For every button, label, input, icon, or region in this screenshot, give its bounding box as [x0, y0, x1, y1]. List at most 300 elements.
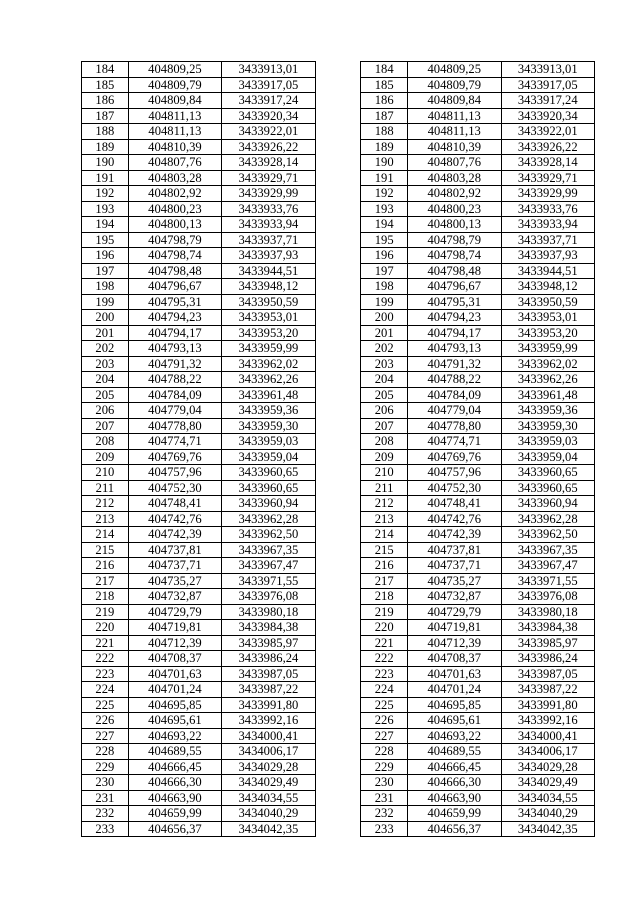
- column-gap: [315, 186, 361, 202]
- right-y-coordinate-cell: 3433913,01: [501, 62, 595, 78]
- right-x-coordinate-cell: 404794,23: [408, 310, 501, 326]
- left-y-coordinate-cell: 3433987,22: [222, 682, 315, 698]
- left-x-coordinate-cell: 404689,55: [128, 744, 221, 760]
- right-x-coordinate-cell: 404795,31: [408, 294, 501, 310]
- left-x-coordinate-cell: 404659,99: [128, 806, 221, 822]
- column-gap: [315, 527, 361, 543]
- left-y-coordinate-cell: 3433985,97: [222, 635, 315, 651]
- right-x-coordinate-cell: 404803,28: [408, 170, 501, 186]
- left-y-coordinate-cell: 3433948,12: [222, 279, 315, 295]
- right-point-number-cell: 208: [361, 434, 408, 450]
- right-y-coordinate-cell: 3433960,65: [501, 465, 595, 481]
- right-x-coordinate-cell: 404735,27: [408, 573, 501, 589]
- column-gap: [315, 279, 361, 295]
- right-y-coordinate-cell: 3433961,48: [501, 387, 595, 403]
- left-y-coordinate-cell: 3433967,47: [222, 558, 315, 574]
- column-gap: [315, 77, 361, 93]
- right-point-number-cell: 207: [361, 418, 408, 434]
- left-y-coordinate-cell: 3433967,35: [222, 542, 315, 558]
- column-gap: [315, 589, 361, 605]
- right-point-number-cell: 224: [361, 682, 408, 698]
- left-y-coordinate-cell: 3433922,01: [222, 124, 315, 140]
- right-x-coordinate-cell: 404810,39: [408, 139, 501, 155]
- right-point-number-cell: 199: [361, 294, 408, 310]
- left-y-coordinate-cell: 3433933,94: [222, 217, 315, 233]
- right-x-coordinate-cell: 404798,79: [408, 232, 501, 248]
- column-gap: [315, 480, 361, 496]
- right-y-coordinate-cell: 3433944,51: [501, 263, 595, 279]
- left-y-coordinate-cell: 3433959,99: [222, 341, 315, 357]
- left-y-coordinate-cell: 3433959,36: [222, 403, 315, 419]
- left-y-coordinate-cell: 3433961,48: [222, 387, 315, 403]
- left-point-number-cell: 220: [82, 620, 129, 636]
- left-x-coordinate-cell: 404695,61: [128, 713, 221, 729]
- right-x-coordinate-cell: 404732,87: [408, 589, 501, 605]
- column-gap: [315, 403, 361, 419]
- right-x-coordinate-cell: 404800,23: [408, 201, 501, 217]
- right-x-coordinate-cell: 404752,30: [408, 480, 501, 496]
- left-point-number-cell: 192: [82, 186, 129, 202]
- right-y-coordinate-cell: 3433992,16: [501, 713, 595, 729]
- column-gap: [315, 697, 361, 713]
- left-y-coordinate-cell: 3433959,30: [222, 418, 315, 434]
- right-y-coordinate-cell: 3433986,24: [501, 651, 595, 667]
- left-point-number-cell: 187: [82, 108, 129, 124]
- right-x-coordinate-cell: 404757,96: [408, 465, 501, 481]
- left-y-coordinate-cell: 3433937,93: [222, 248, 315, 264]
- left-x-coordinate-cell: 404795,31: [128, 294, 221, 310]
- left-y-coordinate-cell: 3433976,08: [222, 589, 315, 605]
- left-point-number-cell: 228: [82, 744, 129, 760]
- right-point-number-cell: 214: [361, 527, 408, 543]
- right-y-coordinate-cell: 3433991,80: [501, 697, 595, 713]
- left-x-coordinate-cell: 404779,04: [128, 403, 221, 419]
- right-x-coordinate-cell: 404779,04: [408, 403, 501, 419]
- left-x-coordinate-cell: 404701,63: [128, 666, 221, 682]
- column-gap: [315, 465, 361, 481]
- left-y-coordinate-cell: 3434040,29: [222, 806, 315, 822]
- right-point-number-cell: 231: [361, 790, 408, 806]
- right-point-number-cell: 193: [361, 201, 408, 217]
- left-x-coordinate-cell: 404807,76: [128, 155, 221, 171]
- table-row: [82, 666, 595, 682]
- right-y-coordinate-cell: 3433985,97: [501, 635, 595, 651]
- right-point-number-cell: 213: [361, 511, 408, 527]
- left-x-coordinate-cell: 404778,80: [128, 418, 221, 434]
- left-x-coordinate-cell: 404656,37: [128, 821, 221, 837]
- column-gap: [315, 573, 361, 589]
- right-y-coordinate-cell: 3433922,01: [501, 124, 595, 140]
- right-x-coordinate-cell: 404807,76: [408, 155, 501, 171]
- table-row: [82, 480, 595, 496]
- left-x-coordinate-cell: 404794,23: [128, 310, 221, 326]
- right-point-number-cell: 200: [361, 310, 408, 326]
- right-y-coordinate-cell: 3433959,99: [501, 341, 595, 357]
- right-x-coordinate-cell: 404737,81: [408, 542, 501, 558]
- left-point-number-cell: 212: [82, 496, 129, 512]
- right-y-coordinate-cell: 3433967,47: [501, 558, 595, 574]
- left-point-number-cell: 232: [82, 806, 129, 822]
- right-y-coordinate-cell: 3433929,71: [501, 170, 595, 186]
- left-y-coordinate-cell: 3433962,26: [222, 372, 315, 388]
- table-row: [82, 589, 595, 605]
- column-gap: [315, 155, 361, 171]
- left-y-coordinate-cell: 3434042,35: [222, 821, 315, 837]
- right-y-coordinate-cell: 3433920,34: [501, 108, 595, 124]
- right-point-number-cell: 198: [361, 279, 408, 295]
- table-row: [82, 294, 595, 310]
- table-row: [82, 635, 595, 651]
- left-x-coordinate-cell: 404811,13: [128, 108, 221, 124]
- right-y-coordinate-cell: 3434040,29: [501, 806, 595, 822]
- left-point-number-cell: 225: [82, 697, 129, 713]
- right-y-coordinate-cell: 3433953,01: [501, 310, 595, 326]
- column-gap: [315, 341, 361, 357]
- right-point-number-cell: 229: [361, 759, 408, 775]
- table-row: [82, 186, 595, 202]
- column-gap: [315, 682, 361, 698]
- right-x-coordinate-cell: 404719,81: [408, 620, 501, 636]
- left-y-coordinate-cell: 3433953,20: [222, 325, 315, 341]
- right-y-coordinate-cell: 3433929,99: [501, 186, 595, 202]
- left-point-number-cell: 198: [82, 279, 129, 295]
- left-x-coordinate-cell: 404748,41: [128, 496, 221, 512]
- left-y-coordinate-cell: 3433929,99: [222, 186, 315, 202]
- right-point-number-cell: 197: [361, 263, 408, 279]
- table-row: [82, 232, 595, 248]
- column-gap: [315, 325, 361, 341]
- left-y-coordinate-cell: 3433944,51: [222, 263, 315, 279]
- table-row: [82, 279, 595, 295]
- right-y-coordinate-cell: 3433959,04: [501, 449, 595, 465]
- right-x-coordinate-cell: 404798,74: [408, 248, 501, 264]
- right-point-number-cell: 212: [361, 496, 408, 512]
- right-x-coordinate-cell: 404701,24: [408, 682, 501, 698]
- right-y-coordinate-cell: 3434000,41: [501, 728, 595, 744]
- right-point-number-cell: 230: [361, 775, 408, 791]
- right-y-coordinate-cell: 3433976,08: [501, 589, 595, 605]
- left-y-coordinate-cell: 3433960,94: [222, 496, 315, 512]
- left-point-number-cell: 201: [82, 325, 129, 341]
- right-point-number-cell: 227: [361, 728, 408, 744]
- right-x-coordinate-cell: 404742,39: [408, 527, 501, 543]
- right-point-number-cell: 218: [361, 589, 408, 605]
- right-point-number-cell: 206: [361, 403, 408, 419]
- left-x-coordinate-cell: 404757,96: [128, 465, 221, 481]
- left-y-coordinate-cell: 3433960,65: [222, 480, 315, 496]
- right-y-coordinate-cell: 3433937,71: [501, 232, 595, 248]
- table-row: [82, 108, 595, 124]
- right-y-coordinate-cell: 3433960,65: [501, 480, 595, 496]
- left-point-number-cell: 222: [82, 651, 129, 667]
- table-row: [82, 449, 595, 465]
- left-y-coordinate-cell: 3434029,49: [222, 775, 315, 791]
- right-x-coordinate-cell: 404659,99: [408, 806, 501, 822]
- right-point-number-cell: 216: [361, 558, 408, 574]
- left-point-number-cell: 229: [82, 759, 129, 775]
- right-point-number-cell: 203: [361, 356, 408, 372]
- left-x-coordinate-cell: 404769,76: [128, 449, 221, 465]
- right-y-coordinate-cell: 3433962,28: [501, 511, 595, 527]
- column-gap: [315, 62, 361, 78]
- right-point-number-cell: 223: [361, 666, 408, 682]
- left-y-coordinate-cell: 3433950,59: [222, 294, 315, 310]
- right-y-coordinate-cell: 3433937,93: [501, 248, 595, 264]
- right-y-coordinate-cell: 3434029,28: [501, 759, 595, 775]
- left-point-number-cell: 215: [82, 542, 129, 558]
- left-x-coordinate-cell: 404695,85: [128, 697, 221, 713]
- right-x-coordinate-cell: 404689,55: [408, 744, 501, 760]
- left-point-number-cell: 200: [82, 310, 129, 326]
- right-x-coordinate-cell: 404666,30: [408, 775, 501, 791]
- table-row: [82, 201, 595, 217]
- column-gap: [315, 356, 361, 372]
- left-point-number-cell: 207: [82, 418, 129, 434]
- right-point-number-cell: 187: [361, 108, 408, 124]
- column-gap: [315, 449, 361, 465]
- right-point-number-cell: 222: [361, 651, 408, 667]
- right-point-number-cell: 215: [361, 542, 408, 558]
- left-y-coordinate-cell: 3434034,55: [222, 790, 315, 806]
- right-x-coordinate-cell: 404811,13: [408, 108, 501, 124]
- coordinates-table-body: [82, 62, 595, 837]
- right-x-coordinate-cell: 404693,22: [408, 728, 501, 744]
- table-row: [82, 403, 595, 419]
- right-y-coordinate-cell: 3433960,94: [501, 496, 595, 512]
- right-point-number-cell: 232: [361, 806, 408, 822]
- left-x-coordinate-cell: 404811,13: [128, 124, 221, 140]
- column-gap: [315, 713, 361, 729]
- left-y-coordinate-cell: 3433937,71: [222, 232, 315, 248]
- right-y-coordinate-cell: 3433933,76: [501, 201, 595, 217]
- left-point-number-cell: 223: [82, 666, 129, 682]
- table-row: [82, 372, 595, 388]
- right-x-coordinate-cell: 404663,90: [408, 790, 501, 806]
- right-y-coordinate-cell: 3434042,35: [501, 821, 595, 837]
- left-point-number-cell: 189: [82, 139, 129, 155]
- left-y-coordinate-cell: 3433984,38: [222, 620, 315, 636]
- left-point-number-cell: 227: [82, 728, 129, 744]
- table-row: [82, 682, 595, 698]
- column-gap: [315, 248, 361, 264]
- column-gap: [315, 139, 361, 155]
- table-row: [82, 465, 595, 481]
- left-point-number-cell: 221: [82, 635, 129, 651]
- left-y-coordinate-cell: 3434000,41: [222, 728, 315, 744]
- column-gap: [315, 201, 361, 217]
- table-row: [82, 310, 595, 326]
- column-gap: [315, 651, 361, 667]
- left-x-coordinate-cell: 404794,17: [128, 325, 221, 341]
- left-point-number-cell: 203: [82, 356, 129, 372]
- table-row: [82, 604, 595, 620]
- right-y-coordinate-cell: 3433987,05: [501, 666, 595, 682]
- table-row: [82, 527, 595, 543]
- coordinates-table: [81, 61, 595, 837]
- right-y-coordinate-cell: 3433917,05: [501, 77, 595, 93]
- right-x-coordinate-cell: 404809,84: [408, 93, 501, 109]
- table-row: [82, 806, 595, 822]
- left-x-coordinate-cell: 404809,79: [128, 77, 221, 93]
- column-gap: [315, 790, 361, 806]
- left-y-coordinate-cell: 3433953,01: [222, 310, 315, 326]
- left-y-coordinate-cell: 3433959,03: [222, 434, 315, 450]
- table-row: [82, 744, 595, 760]
- column-gap: [315, 170, 361, 186]
- left-y-coordinate-cell: 3433986,24: [222, 651, 315, 667]
- left-y-coordinate-cell: 3434006,17: [222, 744, 315, 760]
- left-x-coordinate-cell: 404810,39: [128, 139, 221, 155]
- column-gap: [315, 496, 361, 512]
- column-gap: [315, 728, 361, 744]
- table-row: [82, 77, 595, 93]
- column-gap: [315, 372, 361, 388]
- right-x-coordinate-cell: 404701,63: [408, 666, 501, 682]
- column-gap: [315, 511, 361, 527]
- left-point-number-cell: 204: [82, 372, 129, 388]
- left-y-coordinate-cell: 3433971,55: [222, 573, 315, 589]
- column-gap: [315, 635, 361, 651]
- right-x-coordinate-cell: 404784,09: [408, 387, 501, 403]
- right-y-coordinate-cell: 3433962,50: [501, 527, 595, 543]
- left-point-number-cell: 199: [82, 294, 129, 310]
- right-y-coordinate-cell: 3434034,55: [501, 790, 595, 806]
- table-row: [82, 759, 595, 775]
- left-point-number-cell: 197: [82, 263, 129, 279]
- left-y-coordinate-cell: 3433926,22: [222, 139, 315, 155]
- table-row: [82, 325, 595, 341]
- column-gap: [315, 232, 361, 248]
- left-y-coordinate-cell: 3433962,28: [222, 511, 315, 527]
- right-point-number-cell: 205: [361, 387, 408, 403]
- right-x-coordinate-cell: 404800,13: [408, 217, 501, 233]
- right-y-coordinate-cell: 3433950,59: [501, 294, 595, 310]
- right-point-number-cell: 184: [361, 62, 408, 78]
- left-x-coordinate-cell: 404719,81: [128, 620, 221, 636]
- right-y-coordinate-cell: 3434006,17: [501, 744, 595, 760]
- left-y-coordinate-cell: 3433917,05: [222, 77, 315, 93]
- table-row: [82, 697, 595, 713]
- table-row: [82, 124, 595, 140]
- left-point-number-cell: 206: [82, 403, 129, 419]
- left-y-coordinate-cell: 3433991,80: [222, 697, 315, 713]
- column-gap: [315, 604, 361, 620]
- right-x-coordinate-cell: 404656,37: [408, 821, 501, 837]
- left-y-coordinate-cell: 3433959,04: [222, 449, 315, 465]
- left-x-coordinate-cell: 404708,37: [128, 651, 221, 667]
- left-point-number-cell: 190: [82, 155, 129, 171]
- table-row: [82, 434, 595, 450]
- right-y-coordinate-cell: 3433959,30: [501, 418, 595, 434]
- right-point-number-cell: 196: [361, 248, 408, 264]
- column-gap: [315, 263, 361, 279]
- table-row: [82, 155, 595, 171]
- left-y-coordinate-cell: 3433962,50: [222, 527, 315, 543]
- left-y-coordinate-cell: 3433992,16: [222, 713, 315, 729]
- table-row: [82, 511, 595, 527]
- right-point-number-cell: 228: [361, 744, 408, 760]
- right-x-coordinate-cell: 404708,37: [408, 651, 501, 667]
- column-gap: [315, 124, 361, 140]
- left-x-coordinate-cell: 404735,27: [128, 573, 221, 589]
- left-x-coordinate-cell: 404798,79: [128, 232, 221, 248]
- left-point-number-cell: 209: [82, 449, 129, 465]
- right-point-number-cell: 188: [361, 124, 408, 140]
- left-x-coordinate-cell: 404742,39: [128, 527, 221, 543]
- left-x-coordinate-cell: 404663,90: [128, 790, 221, 806]
- column-gap: [315, 542, 361, 558]
- table-row: [82, 651, 595, 667]
- left-y-coordinate-cell: 3434029,28: [222, 759, 315, 775]
- left-y-coordinate-cell: 3433920,34: [222, 108, 315, 124]
- left-point-number-cell: 210: [82, 465, 129, 481]
- left-point-number-cell: 213: [82, 511, 129, 527]
- left-point-number-cell: 219: [82, 604, 129, 620]
- column-gap: [315, 418, 361, 434]
- right-x-coordinate-cell: 404778,80: [408, 418, 501, 434]
- left-x-coordinate-cell: 404802,92: [128, 186, 221, 202]
- table-row: [82, 356, 595, 372]
- column-gap: [315, 434, 361, 450]
- left-x-coordinate-cell: 404800,23: [128, 201, 221, 217]
- right-x-coordinate-cell: 404788,22: [408, 372, 501, 388]
- table-row: [82, 620, 595, 636]
- left-point-number-cell: 211: [82, 480, 129, 496]
- table-row: [82, 341, 595, 357]
- right-x-coordinate-cell: 404811,13: [408, 124, 501, 140]
- left-x-coordinate-cell: 404791,32: [128, 356, 221, 372]
- left-point-number-cell: 217: [82, 573, 129, 589]
- table-row: [82, 217, 595, 233]
- table-row: [82, 728, 595, 744]
- right-point-number-cell: 190: [361, 155, 408, 171]
- left-x-coordinate-cell: 404784,09: [128, 387, 221, 403]
- column-gap: [315, 821, 361, 837]
- left-x-coordinate-cell: 404798,74: [128, 248, 221, 264]
- column-gap: [315, 744, 361, 760]
- table-row: [82, 93, 595, 109]
- right-x-coordinate-cell: 404794,17: [408, 325, 501, 341]
- column-gap: [315, 310, 361, 326]
- left-y-coordinate-cell: 3433962,02: [222, 356, 315, 372]
- left-point-number-cell: 214: [82, 527, 129, 543]
- table-row: [82, 418, 595, 434]
- right-point-number-cell: 209: [361, 449, 408, 465]
- right-x-coordinate-cell: 404791,32: [408, 356, 501, 372]
- left-x-coordinate-cell: 404796,67: [128, 279, 221, 295]
- left-y-coordinate-cell: 3433929,71: [222, 170, 315, 186]
- left-point-number-cell: 185: [82, 77, 129, 93]
- right-y-coordinate-cell: 3433948,12: [501, 279, 595, 295]
- column-gap: [315, 666, 361, 682]
- left-y-coordinate-cell: 3433913,01: [222, 62, 315, 78]
- right-x-coordinate-cell: 404695,85: [408, 697, 501, 713]
- right-y-coordinate-cell: 3433962,26: [501, 372, 595, 388]
- table-row: [82, 821, 595, 837]
- right-x-coordinate-cell: 404712,39: [408, 635, 501, 651]
- right-point-number-cell: 185: [361, 77, 408, 93]
- right-x-coordinate-cell: 404774,71: [408, 434, 501, 450]
- column-gap: [315, 558, 361, 574]
- right-point-number-cell: 210: [361, 465, 408, 481]
- left-y-coordinate-cell: 3433917,24: [222, 93, 315, 109]
- left-point-number-cell: 231: [82, 790, 129, 806]
- table-row: [82, 573, 595, 589]
- left-point-number-cell: 205: [82, 387, 129, 403]
- left-x-coordinate-cell: 404737,71: [128, 558, 221, 574]
- column-gap: [315, 775, 361, 791]
- left-point-number-cell: 188: [82, 124, 129, 140]
